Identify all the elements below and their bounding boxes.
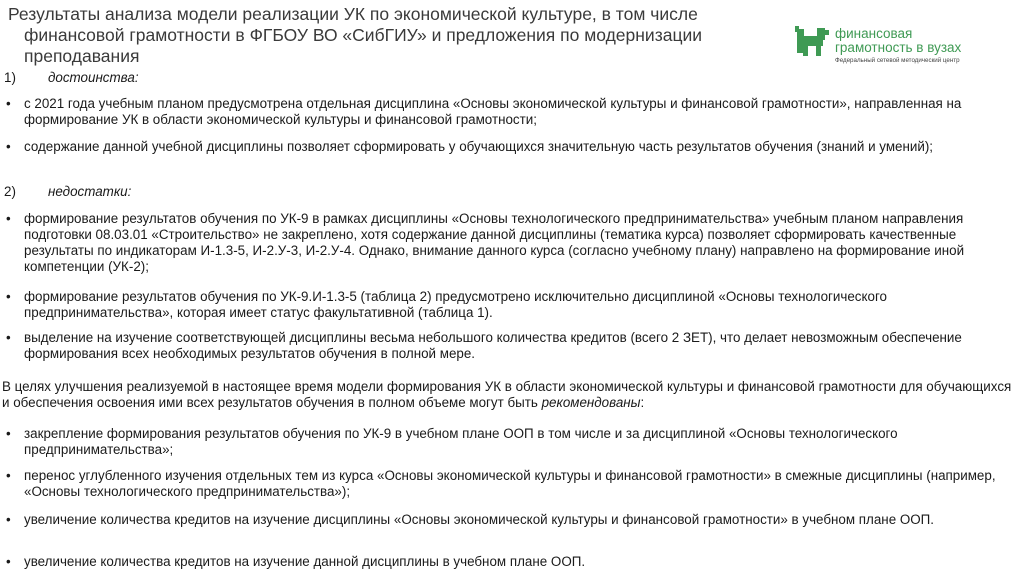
recommendation-emphasis: рекомендованы (541, 395, 641, 410)
bullet-icon: • (6, 512, 11, 527)
list-item-text: содержание данной учебной дисциплины позволяет сформировать у обучающихся значительную часть результатов обучения (знаний и умений); (24, 139, 934, 154)
logo-text-line-2: грамотность в вузах (835, 40, 962, 55)
list-item-text: с 2021 года учебным планом предусмотрена отдельная дисциплина «Основы экономической культуры и финансовой грамотности», направленная на формирование УК в области экономической культуры и финансовой грамотности; (24, 96, 962, 127)
recommendation-intro (2, 379, 1012, 411)
logo-text-line-1: финансовая (835, 26, 913, 41)
bullet-icon: • (6, 554, 11, 569)
list-item-text: увеличение количества кредитов на изучение дисциплины «Основы экономической культуры и финансовой грамотности» в учебном плане ООП. (24, 512, 935, 527)
section-1-colon: : (134, 70, 139, 85)
section-2-number: 2) (4, 184, 16, 199)
list-item-text: перенос углубленного изучения отдельных тем из курса «Основы экономической культуры и финансовой грамотности» в смежные дисциплины (например, «Основы технологического предпринимательства»); (24, 468, 996, 499)
title-line-3: преподавания (24, 46, 140, 66)
list-item-text: формирование результатов обучения по УК-9 в рамках дисциплины «Основы технологического предпринимательства» учебным планом направления подготовки 08.03.01 «Строительство» не закреплено, хотя содержание данной дисциплины (тематика курса) позволяет сформировать качественные результаты по индикаторам И-1.3-5, И-2.У-3, И-2.У-4. Однако, внимание данного курса (согласно учебному плану) направлено на формирование иной компетенции (УК-2); (24, 211, 965, 274)
logo-subtitle: Федеральный сетевой методический центр (835, 57, 960, 64)
list-item-text: закрепление формирования результатов обучения по УК-9 в учебном плане ООП в том числе и за дисциплиной «Основы технологического предпринимательства»; (24, 426, 898, 457)
list-item-text: увеличение количества кредитов на изучение данной дисциплины в учебном плане ООП. (24, 554, 586, 569)
bullet-icon: • (6, 289, 11, 304)
section-2-heading: недостатки (48, 184, 128, 199)
bullet-icon: • (6, 211, 11, 226)
bullet-icon: • (6, 139, 11, 154)
list-item-text: формирование результатов обучения по УК-9.И-1.3-5 (таблица 2) предусмотрено исключительно дисциплиной «Основы технологического предпринимательства», которая имеет статус факультативной (таблица 1). (24, 289, 887, 320)
recommendation-colon: : (640, 395, 645, 410)
section-2-header (0, 184, 300, 200)
title-line-1: Результаты анализа модели реализации УК по экономической культуре, в том числе (8, 4, 698, 24)
list-item-text: выделение на изучение соответствующей дисциплины весьма небольшого количества кредитов (всего 2 ЗЕТ), что делает невозможным обеспечение формирования всех необходимых результатов обучения в полной мере. (24, 330, 962, 361)
section-2-colon: : (127, 184, 132, 199)
title-line-2: финансовой грамотности в ФГБОУ ВО «СибГИУ» и предложения по модернизации (24, 25, 703, 45)
bullet-icon: • (6, 96, 11, 111)
section-1-header (0, 70, 300, 86)
bullet-icon: • (6, 468, 11, 483)
recommendation-intro-text: В целях улучшения реализуемой в настоящее время модели формирования УК в области экономической культуры и финансовой грамотности для обучающихся и обеспечения освоения ими всех результатов обучения в полном объеме могут быть (2, 379, 1012, 410)
section-1-heading: достоинства (48, 70, 135, 85)
section-1-number: 1) (4, 70, 16, 85)
bullet-icon: • (6, 330, 11, 345)
bullet-icon: • (6, 426, 11, 441)
